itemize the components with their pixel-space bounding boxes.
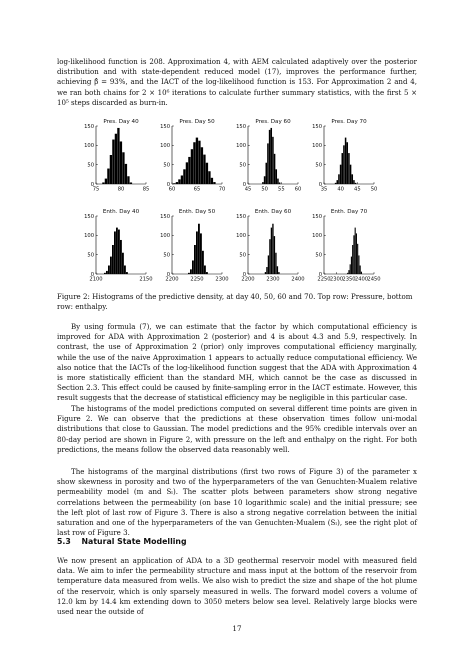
histogram-bar (116, 228, 118, 274)
x-tick-label: 2250 (190, 276, 204, 282)
histogram-bar (120, 240, 122, 274)
histogram-bar (186, 162, 188, 184)
histogram-bar (335, 183, 337, 184)
histogram-bar (357, 244, 358, 274)
chart-title: Enth. Day 70 (330, 209, 368, 215)
section-number: 5.3 (57, 537, 71, 546)
histogram-bar (350, 264, 351, 274)
histogram-bar (269, 239, 270, 274)
histogram-bar (198, 224, 200, 274)
histogram-bar (361, 272, 362, 274)
histogram-bar (192, 260, 194, 274)
histogram-bar (358, 255, 359, 274)
histogram-bar (351, 257, 352, 274)
histogram-bar (105, 179, 107, 184)
histogram-bar (201, 147, 203, 184)
histogram-bar (127, 176, 129, 184)
histogram-bar (112, 140, 114, 184)
histogram-bar (178, 179, 180, 184)
histogram-bar (352, 245, 353, 274)
y-tick-label: 150 (84, 213, 94, 220)
x-tick-label: 85 (142, 186, 150, 193)
histogram-bar (278, 272, 279, 274)
paragraph-intro: log-likelihood function is 208. Approximation 4, with AEM calculated adaptively over the posterior distribution and with state-dependent reduced model (17), improves the performance further, achieving β̂ = 93%, and the IACT of the log-likelihood function is 153. For Approximation 2 and 4, we ran both chains for 2 × 10⁶ iterations to calculate further summary statistics, with the first 5 × 10⁵ steps discarded as burn-in. (57, 57, 417, 107)
figure-caption: Figure 2: Histograms of the predictive density, at day 40, 50, 60 and 70. Top row: Pressure, bottom row: enthalpy. (57, 292, 413, 312)
histogram-bar (107, 169, 109, 184)
histogram-bar (191, 149, 193, 184)
histogram-bar (355, 228, 356, 274)
chart-title: Enth. Day 50 (178, 209, 216, 215)
y-tick-label: 50 (315, 252, 322, 259)
histogram-bar (348, 270, 349, 274)
x-tick-label: 2300 (215, 276, 229, 282)
histogram-bar (114, 231, 116, 274)
y-tick-label: 0 (166, 271, 170, 278)
histogram-bar (274, 154, 276, 184)
histogram-bar (279, 182, 281, 184)
histogram-bar (181, 175, 183, 184)
histogram-bar (104, 273, 106, 274)
histogram-bar (188, 157, 190, 184)
y-tick-label: 0 (90, 271, 94, 278)
x-tick-label: 55 (278, 186, 285, 193)
histogram-bar (264, 176, 266, 184)
chart-title: Enth. Day 40 (102, 209, 140, 215)
chart-title: Pres. Day 50 (179, 119, 215, 125)
chart-title: Pres. Day 70 (331, 119, 367, 125)
histogram-bar (193, 142, 195, 184)
histogram-bar (130, 182, 132, 184)
x-tick-label: 65 (193, 186, 201, 193)
y-tick-label: 150 (84, 123, 94, 130)
histogram-bar (120, 141, 122, 184)
histogram-bar (117, 128, 119, 184)
histogram-bar (356, 233, 357, 274)
paragraph-natural-state: We now present an application of ADA to a 3D geothermal reservoir model with measured field data. We aim to infer the permeability structure and mass input at the bottom of the reservoir from temperature data measured from wells. We also wish to predict the size and shape of the hot plume of the reservoir, which is only sparsely measured in wells. The forward model covers a volume of 12.0 km by 14.4 km extending down to 3050 meters below sea level. Relatively large blocks were used near the outside of (57, 556, 417, 617)
x-tick-label: 80 (117, 186, 125, 193)
histogram-bar (353, 180, 355, 184)
chart-title: Enth. Day 60 (254, 209, 292, 215)
histogram-bar (350, 165, 352, 184)
x-tick-label: 2400 (291, 276, 305, 282)
histogram-bar (345, 138, 347, 184)
paragraph-efficiency: By using formula (7), we can estimate that the factor by which computational efficiency is improved for ADA with Approximation 2 (posterior) and 4 is about 4.3 and 5.9, respectively. In contrast, the use of Approximation 2 (prior) only improves computational efficiency marginally, while the use of the naive Approximation 1 appears to actually reduce computational efficiency. We also notice that the IACTs of the log-likelihood function suggest that the ADA with Approximation 4 is more statistically efficient than the standard MH, which cannot be the case as discussed in Section 2.3. This effect could be caused by finite-sampling error in the IACT estimate. However, this result suggests that the decrease of statistical efficiency may be negligible in this particular case. (57, 322, 417, 403)
histogram-bar (108, 265, 110, 274)
section-title: Natural State Modelling (81, 537, 187, 546)
y-tick-label: 50 (87, 252, 94, 259)
histogram-bar (275, 253, 276, 274)
y-tick-label: 50 (87, 162, 94, 169)
x-tick-label: 50 (261, 186, 268, 193)
x-tick-label: 2300 (266, 276, 280, 282)
histogram-bar (125, 164, 127, 184)
histogram-bar (176, 182, 178, 184)
y-tick-label: 100 (236, 233, 246, 240)
histogram-bar (106, 271, 108, 274)
x-tick-label: 35 (320, 186, 328, 193)
histogram-bar (347, 142, 349, 184)
y-tick-label: 50 (163, 162, 170, 169)
histogram-bar (355, 183, 357, 184)
histogram-bar (194, 245, 196, 274)
y-tick-label: 0 (242, 271, 246, 278)
y-tick-label: 100 (236, 143, 246, 150)
histogram-bar (118, 230, 120, 274)
histogram-bar (211, 178, 213, 184)
histogram-bar (122, 253, 124, 274)
histogram-bar (206, 163, 208, 184)
chart-title: Pres. Day 40 (103, 119, 139, 125)
x-tick-label: 2300 (329, 276, 344, 282)
histogram-bar (110, 155, 112, 184)
y-tick-label: 50 (239, 252, 246, 259)
y-tick-label: 100 (160, 143, 170, 150)
histogram-bar (188, 273, 190, 274)
paragraph-marginals: The histograms of the marginal distributions (first two rows of Figure 3) of the parameter x show skewness in porosity and two of the hyperparameters of the van Genuchten-Mualem relative permeability model (m and Sₗ). The scatter plots between parameters show strong negative correlations between the permeability (on base 10 logarithmic scale) and the initial pressure; see the left plot of last row of Figure 3. There is also a strong negative correlation between the initial saturation and one of the hyperparameters of the van Genuchten-Mualem (Sₗ), see the right plot of last row of Figure 3. (57, 467, 417, 538)
histogram-bar (268, 255, 269, 274)
x-tick-label: 2250 (317, 276, 331, 282)
histogram-bar (266, 267, 267, 274)
histogram-bar (115, 134, 117, 184)
histogram-bar (262, 182, 264, 184)
histogram-bar (343, 145, 345, 184)
histogram-bar (272, 224, 273, 274)
histogram-bar (102, 182, 104, 184)
x-tick-label: 45 (244, 186, 252, 193)
histogram-bar (340, 165, 342, 184)
histogram-bar (190, 269, 192, 274)
y-tick-label: 0 (90, 181, 94, 188)
histogram-bar (204, 265, 206, 274)
histogram-bar (347, 273, 348, 274)
x-tick-label: 40 (337, 186, 344, 193)
y-tick-label: 150 (236, 213, 246, 220)
page-number: 17 (232, 624, 242, 633)
x-tick-label: 2100 (89, 276, 103, 282)
histogram-bar (338, 174, 340, 184)
x-tick-label: 2200 (241, 276, 255, 282)
histogram-bar (203, 155, 205, 184)
histogram-bar (206, 272, 208, 274)
y-tick-label: 150 (312, 213, 322, 220)
histogram-bar (337, 180, 339, 184)
x-tick-label: 2350 (342, 276, 356, 282)
y-tick-label: 150 (160, 123, 170, 130)
histogram-bar (122, 152, 124, 184)
y-tick-label: 100 (312, 143, 322, 150)
y-tick-label: 100 (84, 233, 94, 240)
x-tick-label: 45 (354, 186, 361, 193)
histogram-bar (276, 169, 278, 184)
y-tick-label: 0 (318, 181, 322, 188)
histogram-bar (348, 153, 350, 184)
histogram-bar (196, 231, 198, 274)
y-tick-label: 0 (318, 271, 322, 278)
histogram-bar (271, 228, 272, 274)
histogram-bar (202, 251, 204, 274)
x-tick-label: 2150 (139, 276, 153, 282)
y-tick-label: 150 (312, 123, 322, 130)
y-tick-label: 150 (236, 123, 246, 130)
x-tick-label: 60 (294, 186, 302, 193)
y-tick-label: 50 (315, 162, 322, 169)
histogram-bar (213, 182, 215, 184)
histogram-bar (267, 143, 269, 184)
x-tick-label: 2400 (354, 276, 369, 282)
x-tick-label: 60 (168, 186, 176, 193)
histogram-bar (352, 174, 354, 184)
y-tick-label: 150 (160, 213, 170, 220)
x-tick-label: 70 (218, 186, 226, 193)
histogram-bar (124, 265, 126, 274)
histogram-bar (360, 265, 361, 274)
y-tick-label: 50 (239, 162, 246, 169)
y-tick-label: 100 (84, 143, 94, 150)
x-tick-label: 50 (370, 186, 378, 193)
histogram-bar (110, 257, 112, 274)
histogram-bar (269, 130, 271, 184)
histogram-bar (277, 266, 278, 274)
histogram-bar (353, 235, 354, 274)
x-tick-label: 2450 (367, 276, 381, 282)
histogram-bar (277, 179, 279, 184)
histogram-grid (80, 112, 390, 282)
histogram-bar (183, 169, 185, 184)
x-tick-label: 75 (92, 186, 100, 193)
y-tick-label: 0 (166, 181, 170, 188)
histogram-bar (274, 236, 275, 274)
y-tick-label: 0 (242, 181, 246, 188)
x-tick-label: 2200 (165, 276, 179, 282)
histogram-bar (198, 141, 200, 184)
histogram-bar (342, 153, 344, 184)
paragraph-predictions: The histograms of the model predictions computed on several different time points are given in Figure 2. We can observe that the predictions at these observation times follow uni-modal distributions that close to Gaussian. The model predictions and the 95% credible intervals over an 80-day period are shown in Figure 2, with pressure on the left and enthalpy on the right. For both predictions, the means follow the observed data reasonably well. (57, 404, 417, 454)
histogram-bar (265, 272, 266, 274)
y-tick-label: 100 (160, 233, 170, 240)
histogram-bar (208, 171, 210, 184)
histogram-bar (112, 245, 114, 274)
histogram-bar (271, 128, 273, 184)
histogram-bar (173, 183, 175, 184)
histogram-bar (266, 163, 268, 184)
y-tick-label: 50 (163, 252, 170, 259)
histogram-bar (272, 137, 274, 184)
histogram-bar (196, 138, 198, 184)
chart-title: Pres. Day 60 (255, 119, 291, 125)
y-tick-label: 100 (312, 233, 322, 240)
section-heading (57, 537, 187, 546)
histogram-bar (200, 233, 202, 274)
histogram-bar (126, 272, 128, 274)
